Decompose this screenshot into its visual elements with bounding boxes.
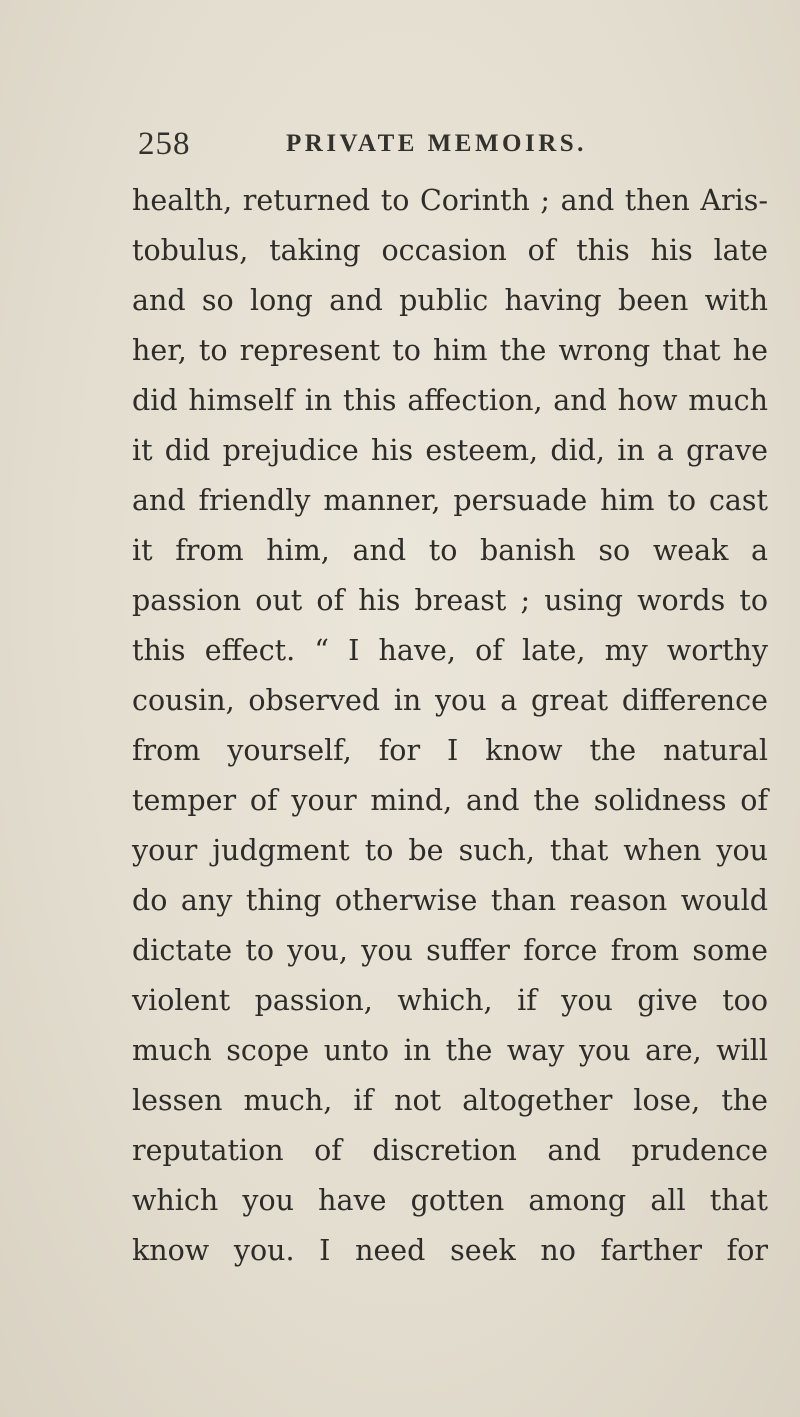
text-line: her, to represent to him the wrong that he <box>132 334 768 367</box>
text-line: this effect. “ I have, of late, my worthy <box>132 634 768 667</box>
text-line: violent passion, which, if you give too <box>132 984 768 1017</box>
text-line: lessen much, if not altogether lose, the <box>132 1084 768 1117</box>
text-line: know you. I need seek no farther for <box>132 1234 768 1267</box>
running-title: PRIVATE MEMOIRS. <box>286 130 587 157</box>
text-line: dictate to you, you suffer force from some <box>132 934 768 967</box>
text-line: and friendly manner, persuade him to cast <box>132 484 768 517</box>
text-line: reputation of discretion and prudence <box>132 1134 768 1167</box>
page-number: 258 <box>138 126 191 162</box>
text-line: it from him, and to banish so weak a <box>132 534 768 567</box>
text-line: much scope unto in the way you are, will <box>132 1034 768 1067</box>
text-line: did himself in this affection, and how much <box>132 384 768 417</box>
text-line: do any thing otherwise than reason would <box>132 884 768 917</box>
text-line: and so long and public having been with <box>132 284 768 317</box>
text-line: temper of your mind, and the solidness of <box>132 784 768 817</box>
text-line: which you have gotten among all that <box>132 1184 768 1217</box>
text-line: passion out of his breast ; using words to <box>132 584 768 617</box>
text-line: tobulus, taking occasion of this his late <box>132 234 768 267</box>
text-line: cousin, observed in you a great difference <box>132 684 768 717</box>
text-line: your judgment to be such, that when you <box>132 834 768 867</box>
text-line: health, returned to Corinth ; and then Aris- <box>132 184 768 217</box>
text-line: it did prejudice his esteem, did, in a grave <box>132 434 768 467</box>
page-header <box>138 126 778 166</box>
text-line: from yourself, for I know the natural <box>132 734 768 767</box>
